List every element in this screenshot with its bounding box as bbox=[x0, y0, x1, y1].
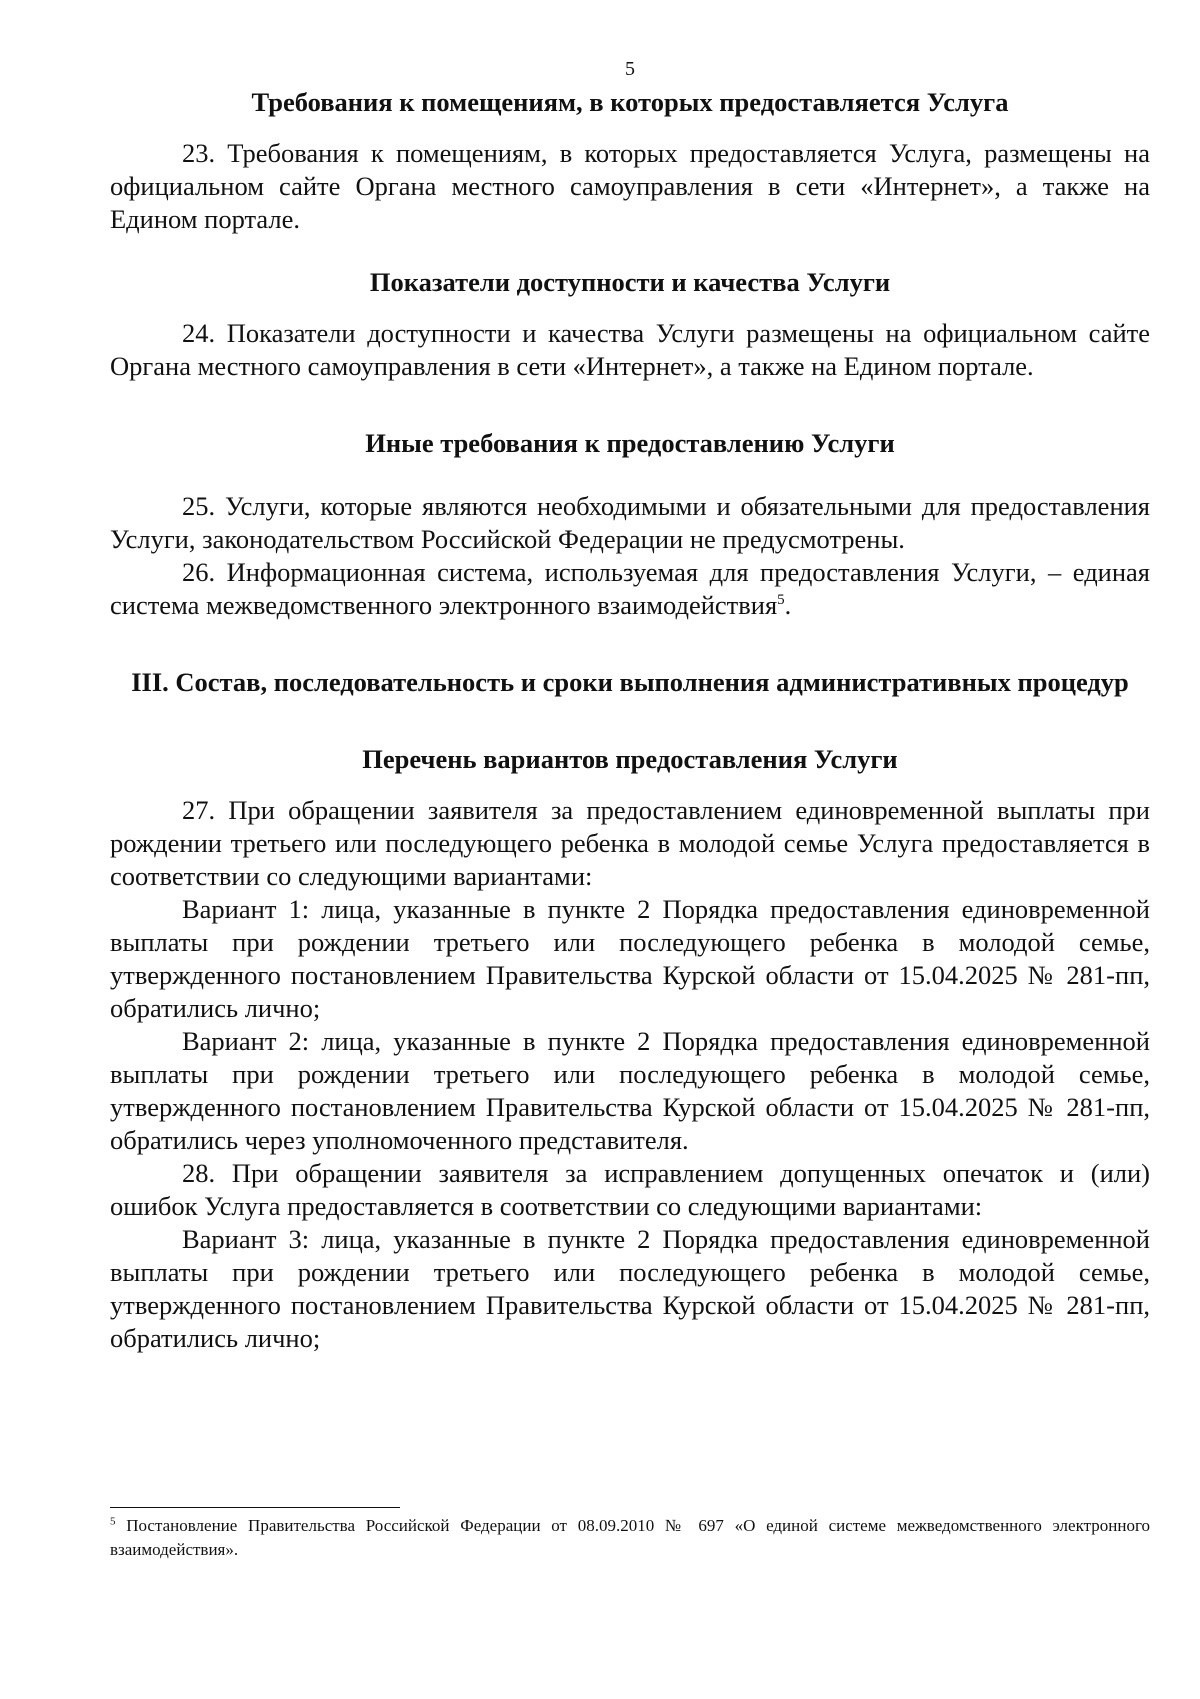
paragraph-24: 24. Показатели доступности и качества Услуги размещены на официальном сайте Органа местного самоуправления в сети «Интернет», а также на Едином портале. bbox=[110, 318, 1150, 381]
section-title-indicators: Показатели доступности и качества Услуги bbox=[369, 267, 891, 297]
paragraph-25: 25. Услуги, которые являются необходимыми и обязательными для предоставления Услуги, законодательством Российской Федерации не предусмотрены. bbox=[110, 491, 1150, 554]
paragraph-28: 28. При обращении заявителя за исправлением допущенных опечаток и (или) ошибок Услуга предоставляется в соответствии со следующими вариантами: bbox=[110, 1158, 1150, 1221]
footnote bbox=[110, 1514, 1150, 1562]
paragraph-26-end: . bbox=[784, 590, 792, 620]
section-title-other-requirements: Иные требования к предоставлению Услуги bbox=[365, 428, 895, 458]
footnote-divider bbox=[110, 1507, 400, 1508]
variant-1: Вариант 1: лица, указанные в пункте 2 Порядка предоставления единовременной выплаты при рождении третьего или последующего ребенка в молодой семье, утвержденного постановлением Правительства Курской области от 15.04.2025 № 281-пп, обратились лично; bbox=[110, 894, 1150, 1023]
variant-2: Вариант 2: лица, указанные в пункте 2 Порядка предоставления единовременной выплаты при рождении третьего или последующего ребенка в молодой семье, утвержденного постановлением Правительства Курской области от 15.04.2025 № 281-пп, обратились через уполномоченного представителя. bbox=[110, 1026, 1150, 1155]
paragraph-27: 27. При обращении заявителя за предоставлением единовременной выплаты при рождении третьего или последующего ребенка в молодой семье Услуга предоставляется в соответствии со следующими вариантами: bbox=[110, 795, 1150, 891]
section-title-premises: Требования к помещениям, в которых предоставляется Услуга bbox=[251, 87, 1009, 117]
paragraph-23: 23. Требования к помещениям, в которых предоставляется Услуга, размещены на официальном сайте Органа местного самоуправления в сети «Интернет», а также на Едином портале. bbox=[110, 138, 1150, 234]
variant-3: Вариант 3: лица, указанные в пункте 2 Порядка предоставления единовременной выплаты при рождении третьего или последующего ребенка в молодой семье, утвержденного постановлением Правительства Курской области от 15.04.2025 № 281-пп, обратились лично; bbox=[110, 1224, 1150, 1353]
page-content bbox=[110, 58, 1150, 1355]
footnote-mark: 5 bbox=[110, 1515, 116, 1528]
page-number: 5 bbox=[625, 58, 635, 80]
chapter-3-title: III. Состав, последовательность и сроки выполнения административных процедур bbox=[131, 667, 1129, 697]
section-title-variants: Перечень вариантов предоставления Услуги bbox=[362, 744, 898, 774]
footnote-text: Постановление Правительства Российской Федерации от 08.09.2010 № 697 «О единой системе межведомственного электронного взаимодействия». bbox=[110, 1516, 1150, 1559]
footnote-reference: 5 bbox=[777, 592, 785, 609]
paragraph-26 bbox=[110, 556, 1150, 622]
paragraph-26-text: 26. Информационная система, используемая для предоставления Услуги, – единая система межведомственного электронного взаимодействия bbox=[110, 557, 1150, 620]
